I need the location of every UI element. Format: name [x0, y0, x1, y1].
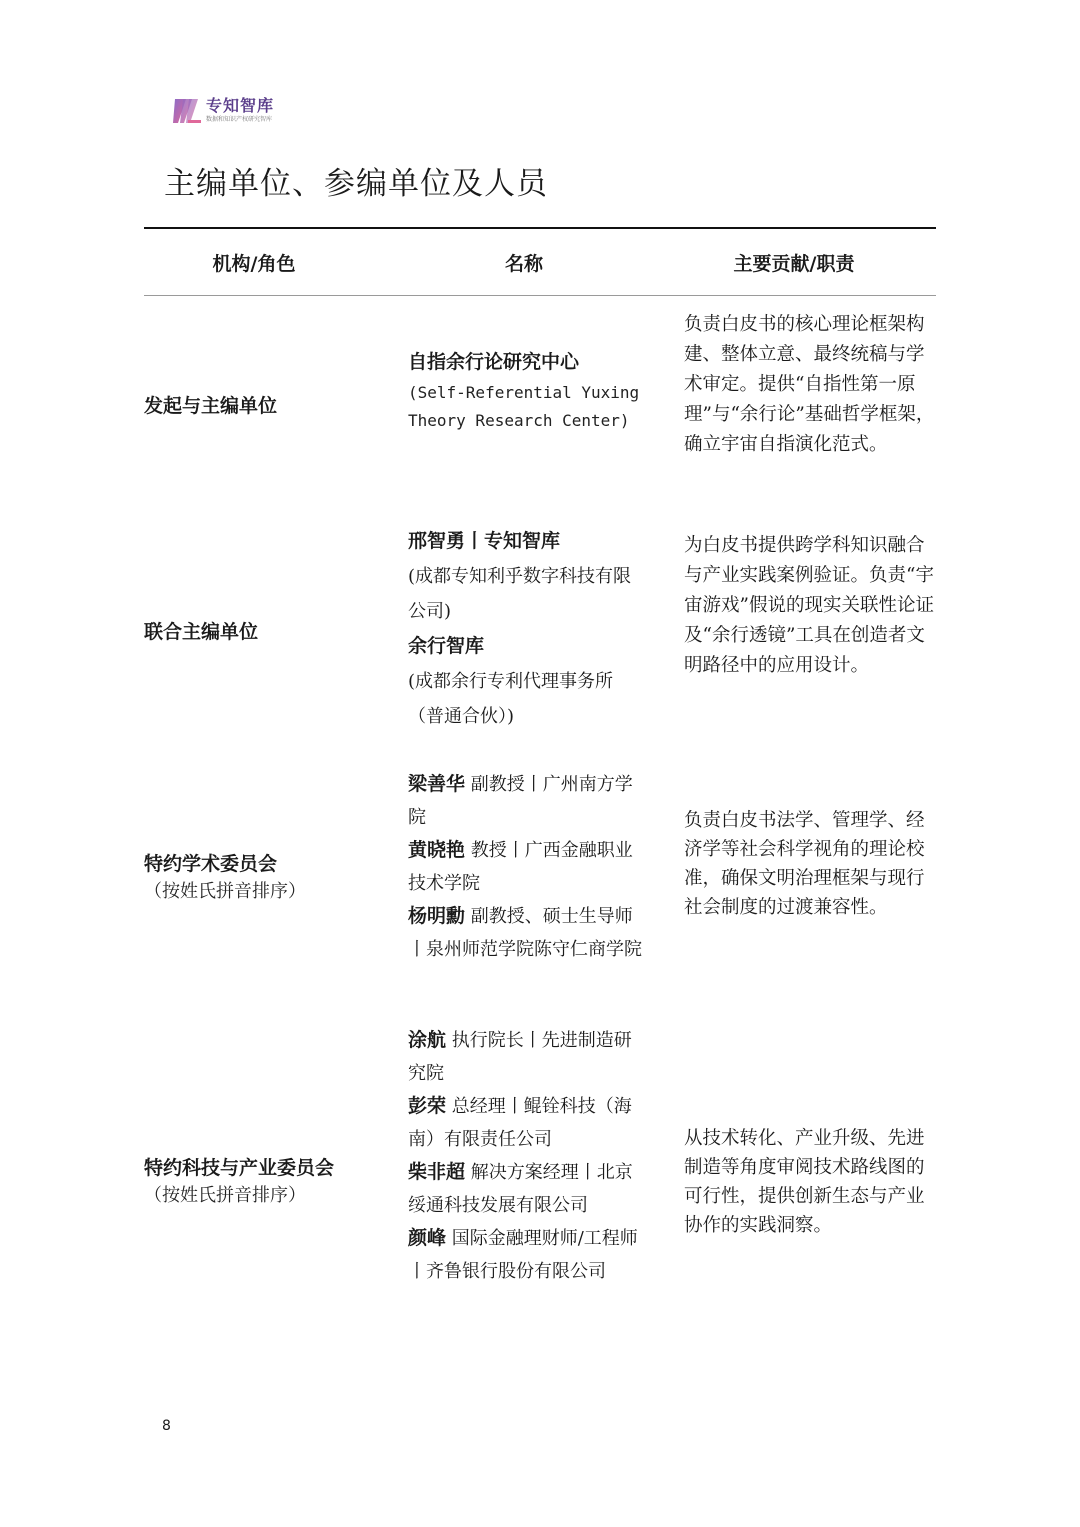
row-2-duty: 为白皮书提供跨学科知识融合与产业实践案例验证。负责“宇宙游戏”假说的现实关联性论证及“余行透镜”工具在创造者文明路径中的应用设计。 [684, 535, 934, 676]
member-entry: 杨明勳 副教授、硕士生导师丨泉州师范学院陈守仁商学院 [408, 905, 642, 960]
brand-name: 专知智库 [206, 96, 275, 115]
row-1-names [408, 346, 646, 435]
role-name: 联合主编单位 [144, 621, 259, 643]
member-entry: 涂航 执行院长丨先进制造研究院 [408, 1029, 632, 1084]
member-entry: 柴非超 解决方案经理丨北京绥通科技发展有限公司 [408, 1161, 633, 1216]
header-name: 名称 [504, 253, 543, 275]
row-3-role [144, 850, 384, 906]
role-name: 特约学术委员会 [144, 853, 278, 875]
member-entry: 颜峰 国际金融理财师/工程师丨齐鲁银行股份有限公司 [408, 1227, 638, 1282]
org-detail: (成都余行专利代理事务所（普通合伙）) [408, 671, 614, 727]
row-1-role [144, 392, 384, 420]
row-2-role [144, 618, 384, 646]
member-entry: 梁善华 副教授丨广州南方学院 [408, 773, 633, 828]
header-duty: 主要贡献/职责 [733, 253, 855, 275]
org-name: 余行智库 [408, 635, 485, 657]
org-detail: (成都专知利乎数字科技有限公司) [408, 566, 632, 622]
member-entry: 黄晓艳 教授丨广西金融职业技术学院 [408, 839, 633, 894]
header-role: 机构/角色 [212, 253, 296, 275]
role-name: 发起与主编单位 [144, 395, 278, 417]
page-number: 8 [162, 1418, 171, 1434]
row-4-names [408, 1024, 646, 1288]
brand-logo-icon [172, 96, 202, 126]
table-header-rule [144, 295, 936, 296]
row-2-names [408, 524, 646, 734]
org-name: 自指余行论研究中心 [408, 351, 580, 373]
table-top-rule [144, 227, 936, 229]
table-header-row [144, 246, 936, 282]
row-3-names [408, 768, 646, 966]
brand-logo [172, 96, 274, 126]
role-name: 特约科技与产业委员会 [144, 1157, 335, 1179]
member-entry: 彭荣 总经理丨鲲铨科技（海南）有限责任公司 [408, 1095, 632, 1150]
row-3-duty: 负责白皮书法学、管理学、经济学等社会科学视角的理论校准，确保文明治理框架与现行社会制度的过渡兼容性。 [684, 810, 925, 918]
role-note: （按姓氏拼音排序） [144, 1185, 306, 1206]
brand-tagline: 数据和知识产权研究智库 [206, 116, 273, 123]
row-4-role [144, 1154, 384, 1210]
org-english-name: (Self-Referential Yuxing Theory Research Center) [408, 383, 640, 430]
person-org: 邢智勇丨专知智库 [408, 530, 561, 552]
row-1-duty: 负责白皮书的核心理论框架构建、整体立意、最终统稿与学术审定。提供“自指性第一原理”与“余行论”基础哲学框架，确立宇宙自指演化范式。 [684, 314, 935, 455]
role-note: （按姓氏拼音排序） [144, 881, 306, 902]
row-4-duty: 从技术转化、产业升级、先进制造等角度审阅技术路线图的可行性，提供创新生态与产业协作的实践洞察。 [684, 1128, 925, 1236]
page-title: 主编单位、参编单位及人员 [164, 166, 548, 202]
